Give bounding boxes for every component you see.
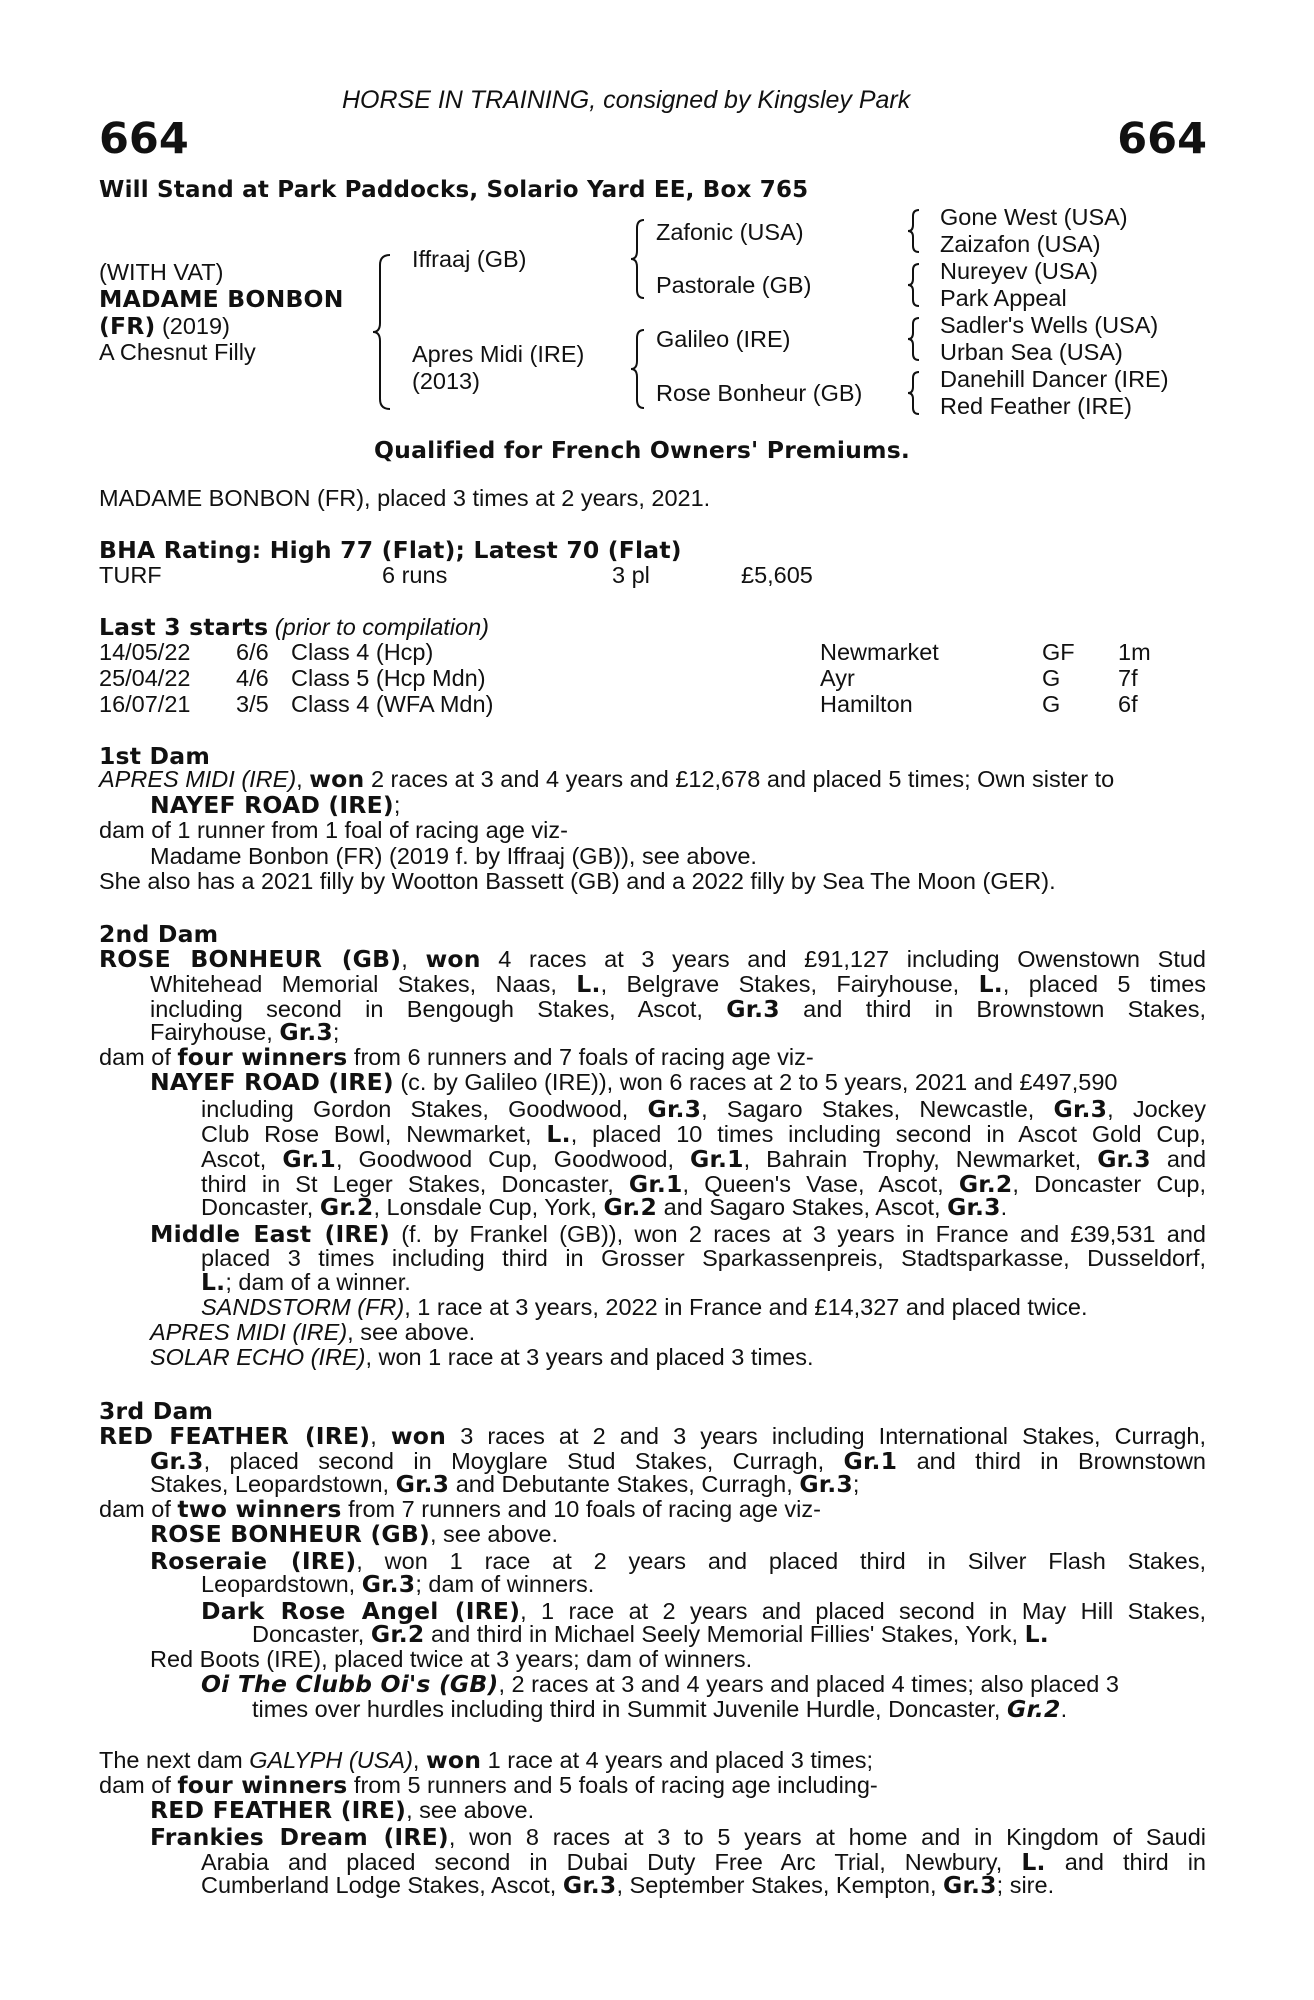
dam1-line-5: She also has a 2021 filly by Wootton Bassett (GB) and a 2022 filly by Sea The Moon (GER). — [99, 868, 1056, 894]
nextdam-progeny-2-line-3: Cumberland Lodge Stakes, Ascot, Gr.3, September Stakes, Kempton, Gr.3; sire. — [201, 1871, 1055, 1899]
great-grandsire-8: Red Feather (IRE) — [940, 393, 1132, 419]
dam3-progeny-2-line-2: Leopardstown, Gr.3; dam of winners. — [201, 1570, 595, 1598]
dam2-heading: 2nd Dam — [99, 920, 219, 948]
vat-note: (WITH VAT) — [99, 259, 224, 285]
brace-gg1 — [906, 208, 922, 254]
summary-line: MADAME BONBON (FR), placed 3 times at 2 years, 2021. — [99, 485, 711, 511]
brace-dam — [628, 328, 648, 410]
dam1-line-3: dam of 1 runner from 1 foal of racing age viz- — [99, 817, 568, 843]
dam2-progeny-2-line-2: placed 3 times including third in Grosser Sparkassenpreis, Stadtsparkasse, Dusseldorf, — [201, 1245, 1206, 1271]
great-grandsire-1: Gone West (USA) — [940, 204, 1128, 230]
sire: Iffraaj (GB) — [412, 246, 527, 272]
brace-main — [370, 253, 394, 411]
dam1-line-2: NAYEF ROAD (IRE); — [150, 791, 401, 819]
dam1-line-4: Madame Bonbon (FR) (2019 f. by Iffraaj (GB)), see above. — [150, 843, 757, 869]
dam2-progeny-1-line-3: Club Rose Bowl, Newmarket, L., placed 10 times including second in Ascot Gold Cup, — [201, 1120, 1206, 1148]
horse-suffix: (FR) — [99, 312, 156, 340]
great-grandsire-2: Zaizafon (USA) — [940, 231, 1101, 257]
lot-number-right: 664 — [1117, 114, 1207, 164]
dam2-progeny-3: APRES MIDI (IRE), see above. — [150, 1319, 476, 1345]
brace-gg2 — [906, 262, 922, 308]
lot-number-left: 664 — [99, 114, 189, 164]
dam3-grandprogeny-1: Dark Rose Angel (IRE), 1 race at 2 years and placed second in May Hill Stakes, — [201, 1597, 1206, 1625]
brace-gg4 — [906, 370, 922, 416]
dam2-progeny-1-line-6: Doncaster, Gr.2, Lonsdale Cup, York, Gr.2 and Sagaro Stakes, Ascot, Gr.3. — [201, 1193, 1008, 1221]
nextdam-progeny-1: RED FEATHER (IRE), see above. — [150, 1796, 535, 1824]
grandsire-3: Galileo (IRE) — [656, 326, 791, 352]
dam2-progeny-2: Middle East (IRE) (f. by Frankel (GB)), won 2 races at 3 years in France and £39,531 and — [150, 1220, 1206, 1248]
dam2-progeny-1: NAYEF ROAD (IRE) (c. by Galileo (IRE)), won 6 races at 2 to 5 years, 2021 and £497,590 — [150, 1068, 1118, 1096]
great-grandsire-4: Park Appeal — [940, 285, 1067, 311]
dam3-grandprogeny-2-line-2: times over hurdles including third in Summit Juvenile Hurdle, Doncaster, Gr.2. — [252, 1695, 1068, 1723]
brace-gg3 — [906, 316, 922, 362]
starts-heading: Last 3 starts (prior to compilation) — [99, 613, 489, 641]
dam2-progeny-2-line-3: L.; dam of a winner. — [201, 1268, 411, 1296]
dam3-line-4: dam of two winners from 7 runners and 10 foals of racing age viz- — [99, 1495, 821, 1523]
dam3-progeny-2: Roseraie (IRE), won 1 race at 2 years and placed third in Silver Flash Stakes, — [150, 1547, 1207, 1575]
rating-earnings: £5,605 — [741, 562, 813, 588]
grandsire-1: Zafonic (USA) — [656, 219, 804, 245]
horse-description: A Chesnut Filly — [99, 339, 256, 365]
dam3-progeny-1: ROSE BONHEUR (GB), see above. — [150, 1520, 558, 1548]
dam3-line-2: Gr.3, placed second in Moyglare Stud Stakes, Curragh, Gr.1 and third in Brownstown — [150, 1447, 1206, 1475]
dam-year: (2013) — [412, 368, 480, 394]
horse-name: MADAME BONBON — [99, 285, 344, 313]
qualified-note: Qualified for French Owners' Premiums. — [374, 436, 911, 464]
dam3-line-1: RED FEATHER (IRE), won 3 races at 2 and 3 years including International Stakes, Curragh, — [99, 1422, 1207, 1450]
dam3-line-3: Stakes, Leopardstown, Gr.3 and Debutante Stakes, Curragh, Gr.3; — [150, 1470, 860, 1498]
stand-location: Will Stand at Park Paddocks, Solario Yard EE, Box 765 — [99, 177, 809, 203]
dam2-progeny-1-line-5: third in St Leger Stakes, Doncaster, Gr.1, Queen's Vase, Ascot, Gr.2, Doncaster Cup, — [201, 1170, 1206, 1198]
horse-year: (2019) — [161, 313, 230, 339]
nextdam-line-1: The next dam GALYPH (USA), won 1 race at 4 years and placed 3 times; — [99, 1746, 874, 1774]
grandsire-4: Rose Bonheur (GB) — [656, 380, 863, 406]
dam2-line-5: dam of four winners from 6 runners and 7 foals of racing age viz- — [99, 1043, 814, 1071]
rating-surface: TURF — [99, 562, 162, 588]
consignment-line: HORSE IN TRAINING, consigned by Kingsley Park — [342, 86, 911, 114]
dam2-progeny-4: SOLAR ECHO (IRE), won 1 race at 3 years and placed 3 times. — [150, 1344, 814, 1370]
dam2-progeny-1-line-4: Ascot, Gr.1, Goodwood Cup, Goodwood, Gr.1, Bahrain Trophy, Newmarket, Gr.3 and — [201, 1145, 1207, 1173]
rating-runs: 6 runs — [382, 562, 448, 588]
horse-origin-year — [99, 312, 230, 340]
dam1-line-1: APRES MIDI (IRE), won 2 races at 3 and 4 years and £12,678 and placed 5 times; Own sister to — [99, 765, 1115, 793]
nextdam-progeny-2-line-2: Arabia and placed second in Dubai Duty Free Arc Trial, Newbury, L. and third in — [201, 1848, 1206, 1876]
dam2-line-2: Whitehead Memorial Stakes, Naas, L., Belgrave Stakes, Fairyhouse, L., placed 5 times — [150, 970, 1207, 998]
brace-sire — [628, 218, 648, 300]
dam2-line-1: ROSE BONHEUR (GB), won 4 races at 3 years and £91,127 including Owenstown Stud — [99, 945, 1207, 973]
dam3-grandprogeny-2: Oi The Clubb Oi's (GB), 2 races at 3 and 4 years and placed 4 times; also placed 3 — [201, 1670, 1119, 1698]
great-grandsire-7: Danehill Dancer (IRE) — [940, 366, 1169, 392]
dam3-progeny-3: Red Boots (IRE), placed twice at 3 years; dam of winners. — [150, 1646, 753, 1672]
nextdam-progeny-2: Frankies Dream (IRE), won 8 races at 3 to 5 years at home and in Kingdom of Saudi — [150, 1823, 1206, 1851]
rating-placed: 3 pl — [612, 562, 650, 588]
great-grandsire-6: Urban Sea (USA) — [940, 339, 1123, 365]
bha-rating: BHA Rating: High 77 (Flat); Latest 70 (Flat) — [99, 536, 682, 564]
dam: Apres Midi (IRE) — [412, 341, 585, 367]
dam1-heading: 1st Dam — [99, 742, 211, 770]
nextdam-line-2: dam of four winners from 5 runners and 5 foals of racing age including- — [99, 1771, 878, 1799]
dam2-line-3: including second in Bengough Stakes, Ascot, Gr.3 and third in Brownstown Stakes, — [150, 995, 1207, 1023]
dam3-grandprogeny-1-line-2: Doncaster, Gr.2 and third in Michael Seely Memorial Fillies' Stakes, York, L. — [252, 1620, 1049, 1648]
great-grandsire-5: Sadler's Wells (USA) — [940, 312, 1159, 338]
dam2-progeny-1-line-2: including Gordon Stakes, Goodwood, Gr.3, Sagaro Stakes, Newcastle, Gr.3, Jockey — [201, 1095, 1207, 1123]
great-grandsire-3: Nureyev (USA) — [940, 258, 1099, 284]
dam2-grandprogeny: SANDSTORM (FR), 1 race at 3 years, 2022 in France and £14,327 and placed twice. — [201, 1294, 1088, 1320]
dam3-heading: 3rd Dam — [99, 1397, 214, 1425]
dam2-line-4: Fairyhouse, Gr.3; — [150, 1018, 340, 1046]
grandsire-2: Pastorale (GB) — [656, 272, 812, 298]
